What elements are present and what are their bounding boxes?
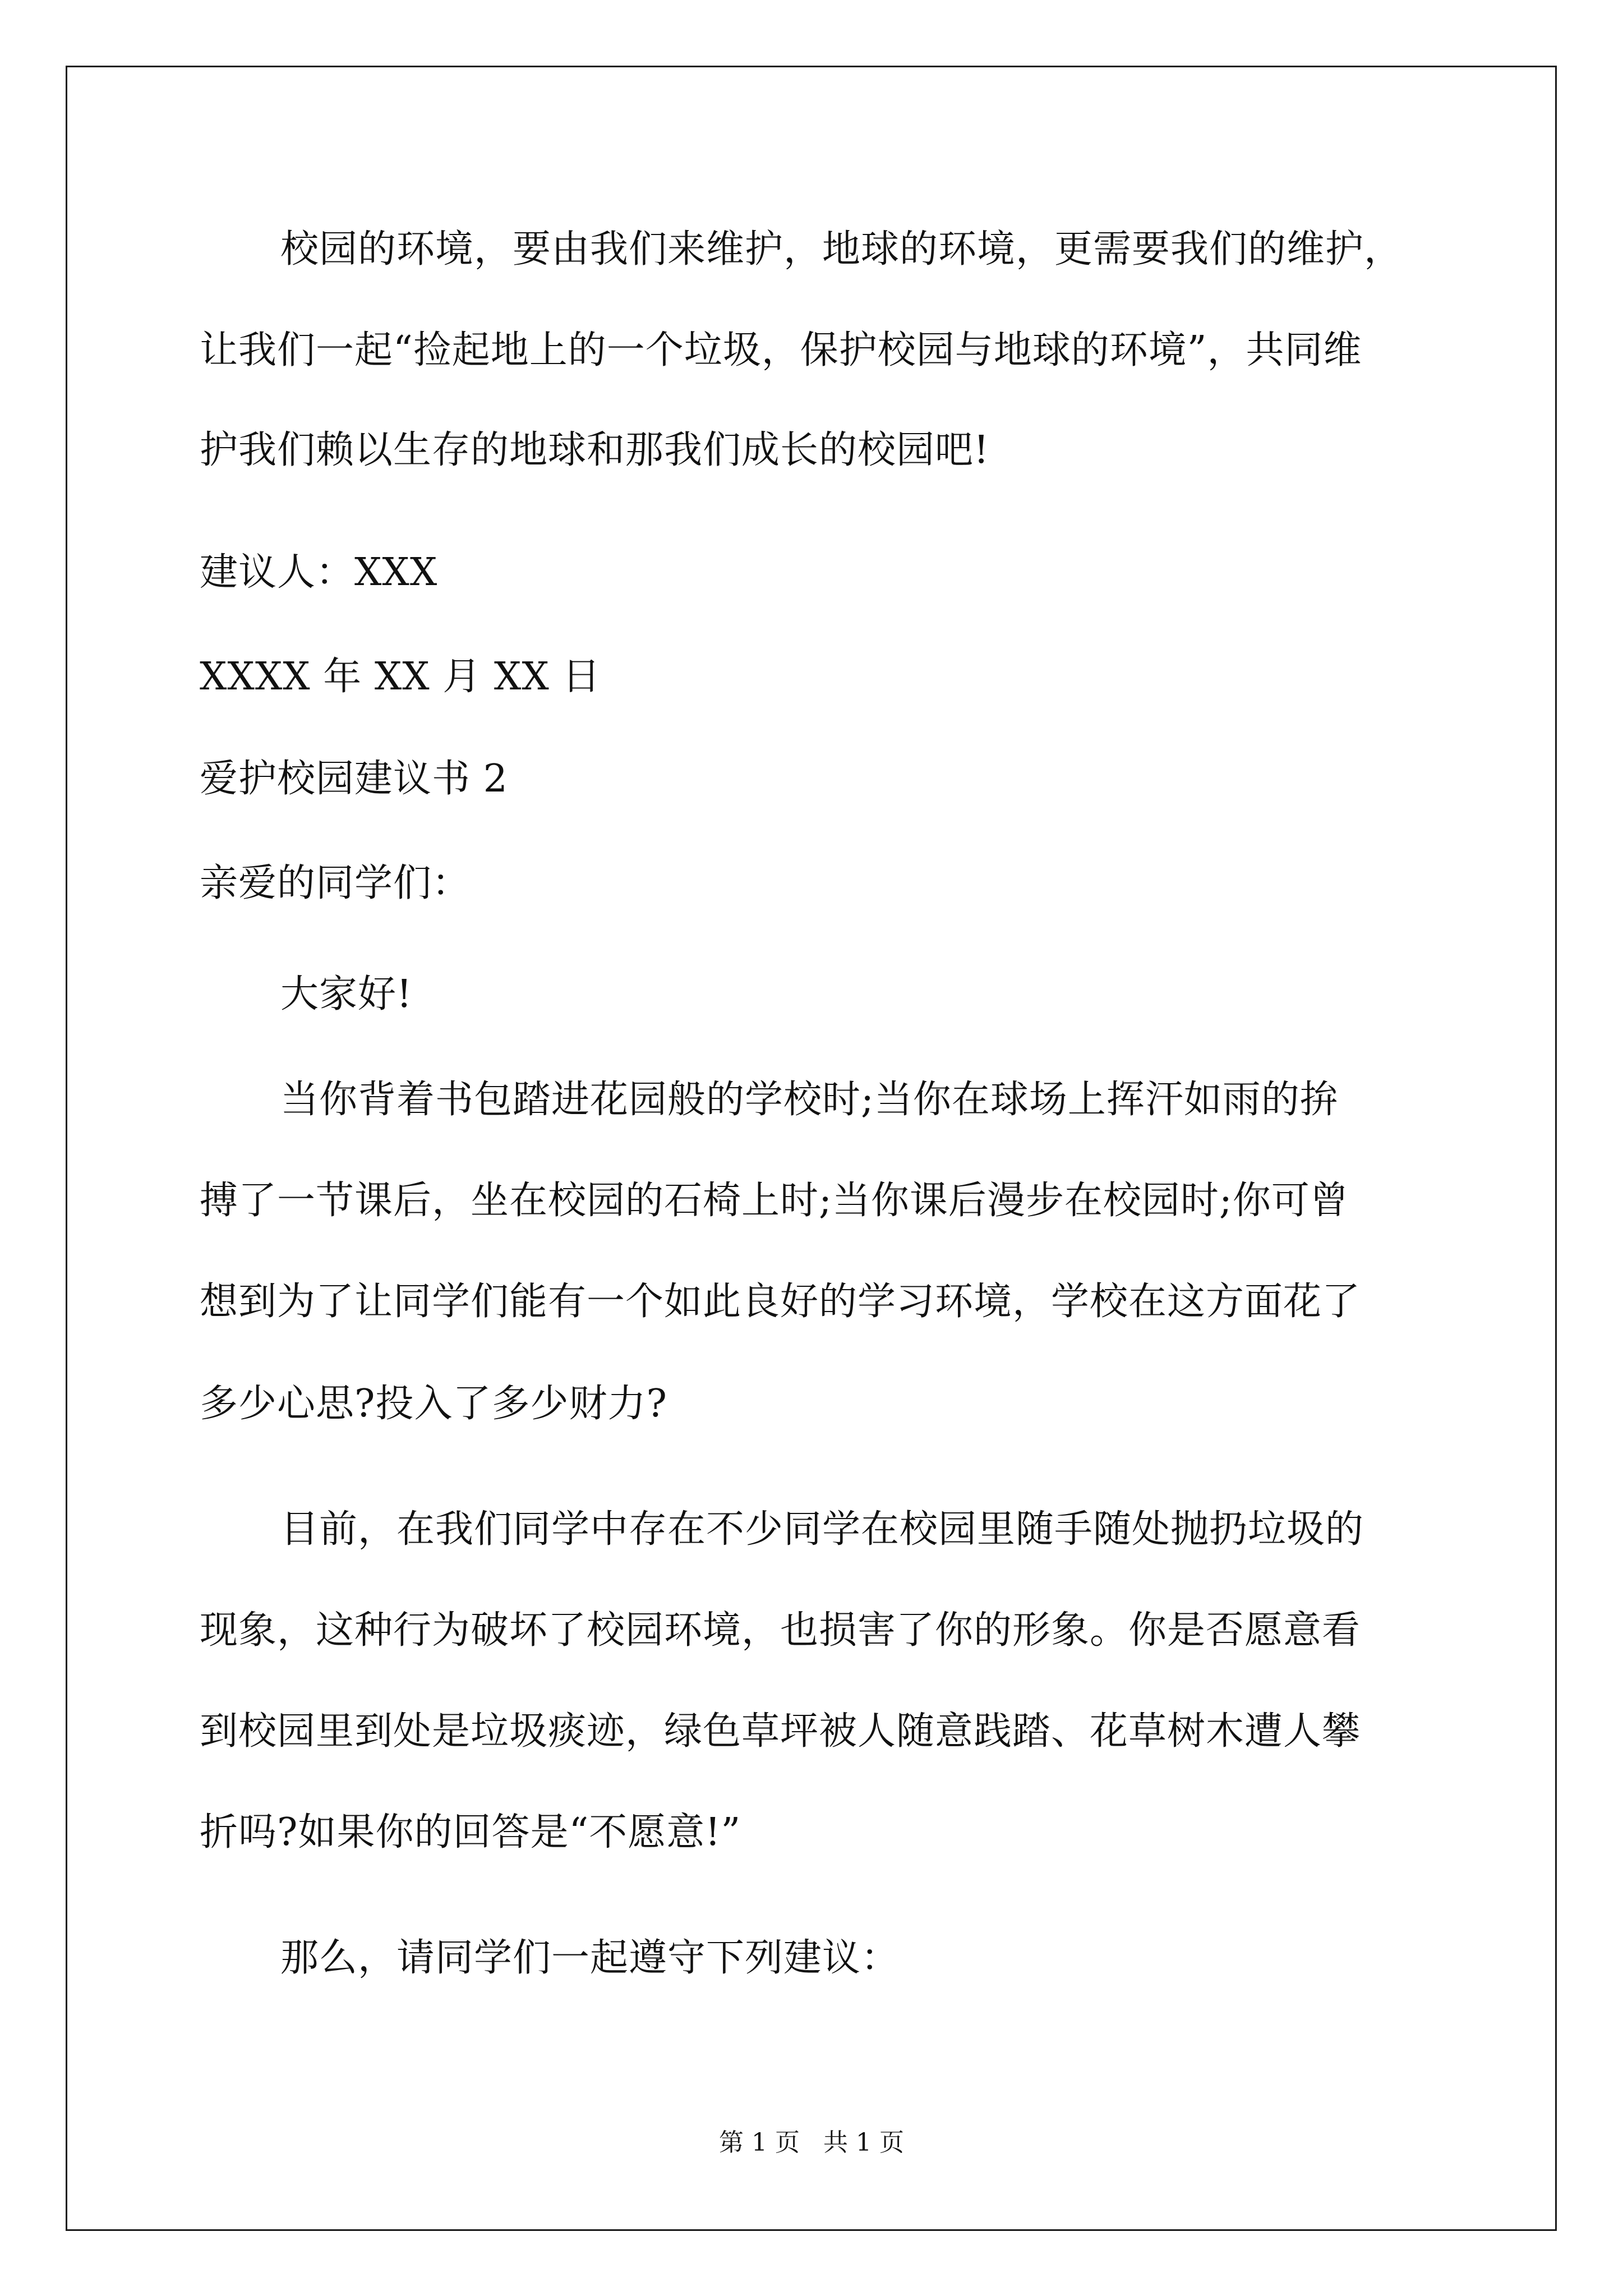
body-line-3: 护我们赖以生存的地球和那我们成长的校园吧! <box>200 428 990 472</box>
greeting: 大家好! <box>280 972 413 1016</box>
body-line-4: 当你背着书包踏进花园般的学校时;当你在球场上挥汗如雨的拚 <box>280 1078 1339 1122</box>
proposer-line: 建议人：XXX <box>200 550 438 595</box>
section-title: 爱护校园建议书 2 <box>200 757 508 801</box>
body-line-6: 想到为了让同学们能有一个如此良好的学习环境，学校在这方面花了 <box>200 1280 1361 1324</box>
salutation: 亲爱的同学们： <box>200 861 471 905</box>
body-line-12: 那么，请同学们一起遵守下列建议： <box>280 1936 900 1980</box>
page-border <box>66 66 1557 2231</box>
body-line-7: 多少心思?投入了多少财力? <box>200 1382 667 1426</box>
date-line: XXXX 年 XX 月 XX 日 <box>200 655 601 699</box>
body-line-8: 目前，在我们同学中存在不少同学在校园里随手随处抛扔垃圾的 <box>280 1507 1364 1552</box>
body-line-1: 校园的环境，要由我们来维护，地球的环境，更需要我们的维护， <box>280 227 1403 272</box>
body-line-5: 搏了一节课后，坐在校园的石椅上时;当你课后漫步在校园时;你可曾 <box>200 1179 1349 1223</box>
page-number-footer: 第 1 页 共 1 页 <box>719 2128 904 2157</box>
body-line-11: 折吗?如果你的回答是“不愿意!” <box>200 1810 741 1855</box>
body-line-2: 让我们一起“捡起地上的一个垃圾，保护校园与地球的环境”，共同维 <box>200 328 1362 372</box>
body-line-9: 现象，这种行为破坏了校园环境，也损害了你的形象。你是否愿意看 <box>200 1608 1361 1653</box>
body-line-10: 到校园里到处是垃圾痰迹，绿色草坪被人随意践踏、花草树木遭人攀 <box>200 1709 1361 1754</box>
